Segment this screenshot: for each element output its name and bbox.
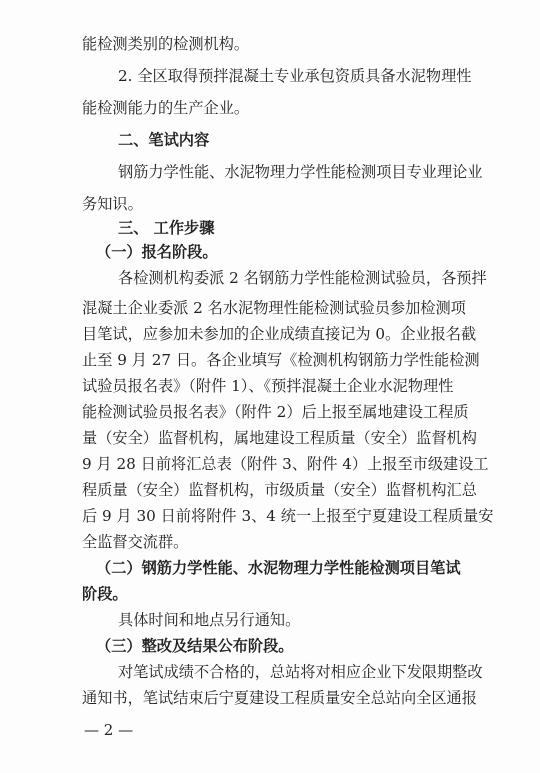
text-line: 务知识。 (82, 195, 143, 213)
text-line: 混凝土企业委派 2 名水泥物理性能检测试验员参加检测项 (82, 299, 466, 317)
text-line: 能检测能力的生产企业。 (82, 99, 250, 117)
text-line: 量（安全）监督机构，属地建设工程质量（安全）监督机构 (82, 429, 477, 447)
subsection-heading: 阶段。 (82, 585, 128, 603)
text-line: 具体时间和地点另行通知。 (118, 611, 301, 629)
subsection-heading: （二）钢筋力学性能、水泥物理力学性能检测项目笔试 (96, 559, 461, 577)
text-line: 能检测类别的检测机构。 (82, 35, 250, 53)
section-heading: 三、 工作步骤 (118, 219, 215, 237)
section-heading: 二、笔试内容 (118, 131, 210, 149)
text-line: 对笔试成绩不合格的，总站将对相应企业下发限期整改 (118, 663, 483, 681)
text-line: 全监督交流群。 (82, 533, 189, 551)
text-line: 能检测试验员报名表》（附件 2）后上报至属地建设工程质 (82, 403, 469, 421)
text-line: 试验员报名表》（附件 1）、《预拌混凝土企业水泥物理性 (82, 377, 454, 395)
text-line: 止至 9 月 27 日。各企业填写《检测机构钢筋力学性能检测 (82, 351, 480, 369)
text-line: 后 9 月 30 日前将附件 3、4 统一上报至宁夏建设工程质量安 (82, 507, 494, 525)
text-line: 通知书，笔试结束后宁夏建设工程质量安全总站向全区通报 (82, 689, 477, 707)
text-line: 目笔试，应参加未参加的企业成绩直接记为 0。企业报名截 (82, 325, 477, 343)
subsection-heading: （三）整改及结果公布阶段。 (96, 637, 294, 655)
text-line: 2. 全区取得预拌混凝土专业承包资质具备水泥物理性 (118, 67, 472, 85)
text-line: 钢筋力学性能、水泥物理力学性能检测项目专业理论业 (118, 163, 483, 181)
text-line: 程质量（安全）监督机构，市级质量（安全）监督机构汇总 (82, 481, 477, 499)
subsection-heading: （一）报名阶段。 (96, 243, 218, 261)
text-line: 9 月 28 日前将汇总表（附件 3、附件 4）上报至市级建设工 (82, 455, 489, 473)
page-number: — 2 — (84, 721, 134, 739)
text-line: 各检测机构委派 2 名钢筋力学性能检测试验员，各预拌 (118, 269, 487, 287)
